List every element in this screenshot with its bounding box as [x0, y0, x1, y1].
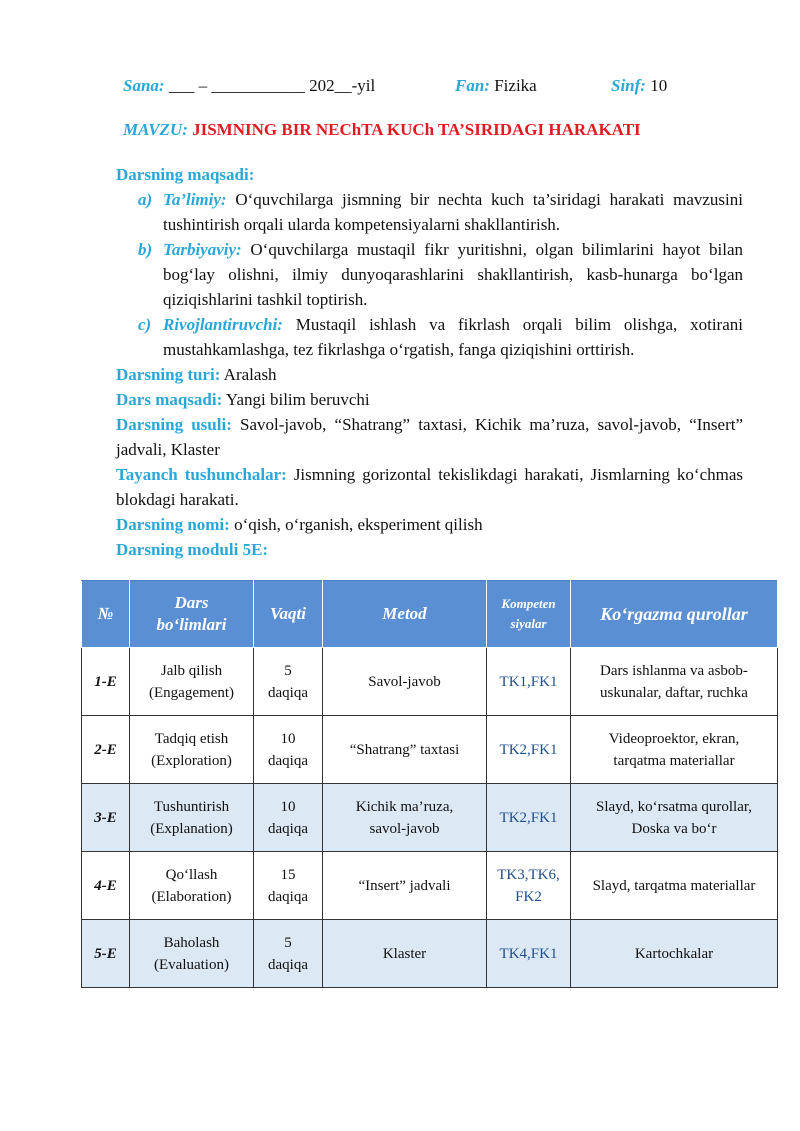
info-text: Savol-javob, “Shatrang” taxtasi, Kichik ma’ruza, savol-javob, “Insert” jadvali, Klaster: [116, 415, 743, 459]
cell-num: 2-E: [82, 716, 130, 784]
info-label: Tayanch tushunchalar:: [116, 465, 287, 484]
sana-label: Sana:: [123, 76, 165, 95]
cell-num: 5-E: [82, 920, 130, 988]
table-row: [82, 852, 778, 920]
header-time: Vaqti: [254, 581, 323, 648]
cell-time: 15 daqiqa: [254, 852, 323, 920]
header-equipment: Ko‘rgazma qurollar: [571, 581, 778, 648]
cell-method: Klaster: [323, 920, 487, 988]
table-row: [82, 648, 778, 716]
header-competencies: Kompeten siyalar: [487, 581, 571, 648]
cell-equipment: Dars ishlanma va asbob- uskunalar, daftar, ruchka: [571, 648, 778, 716]
cell-equipment: Slayd, ko‘rsatma qurollar, Doska va bo‘r: [571, 784, 778, 852]
cell-competencies: TK2,FK1: [487, 784, 571, 852]
cell-num: 1-E: [82, 648, 130, 716]
info-line: [116, 387, 743, 412]
cell-equipment: Videoproektor, ekran, tarqatma materiallar: [571, 716, 778, 784]
header-method: Metod: [323, 581, 487, 648]
goal-text: O‘quvchilarga mustaqil fikr yuritishni, olgan bilimlarini hayot bilan bog‘lay olishni, ilmiy dunyoqarashlarini shakllantirish, kasb-hunarga bo‘lgan qiziqishlarini tashkil toptirish.: [163, 240, 743, 309]
goal-item: [116, 312, 743, 362]
cell-competencies: TK2,FK1: [487, 716, 571, 784]
fan-label: Fan:: [455, 76, 490, 95]
cell-equipment: Slayd, tarqatma materiallar: [571, 852, 778, 920]
header-num: №: [82, 581, 130, 648]
info-label: Darsning nomi:: [116, 515, 230, 534]
cell-time: 10 daqiqa: [254, 784, 323, 852]
goal-item: [116, 237, 743, 312]
table-header-row: [82, 581, 778, 648]
goals-heading-label: Darsning maqsadi:: [116, 165, 255, 184]
cell-method: “Insert” jadvali: [323, 852, 487, 920]
goal-label: Rivojlantiruvchi:: [163, 315, 283, 334]
table-row: [82, 716, 778, 784]
cell-section: Jalb qilish (Engagement): [130, 648, 254, 716]
fan-value: Fizika: [489, 76, 537, 95]
info-text: Aralash: [220, 365, 277, 384]
info-label: Dars maqsadi:: [116, 390, 223, 409]
info-text: o‘qish, o‘rganish, eksperiment qilish: [229, 515, 483, 534]
info-label: Darsning turi:: [116, 365, 221, 384]
goal-item: [116, 187, 743, 237]
cell-section: Tadqiq etish (Exploration): [130, 716, 254, 784]
cell-method: Savol-javob: [323, 648, 487, 716]
lesson-details: [116, 162, 743, 562]
info-line: [116, 537, 743, 562]
info-line: [116, 512, 743, 537]
sana-field: [123, 76, 375, 96]
info-text: Jismning gorizontal tekislikdagi harakati, Jismlarning ko‘chmas blokdagi harakati.: [116, 465, 744, 509]
topic-line: [123, 120, 641, 140]
cell-competencies: TK1,FK1: [487, 648, 571, 716]
info-line: [116, 362, 743, 387]
cell-time: 10 daqiqa: [254, 716, 323, 784]
module-table: [81, 580, 778, 988]
sinf-value: 10: [645, 76, 668, 95]
sinf-field: [611, 76, 667, 96]
goal-text: O‘quvchilarga jismning bir nechta kuch ta’siridagi harakati mavzusini tushintirish orqali ularda kompetensiyalarni shakllantirish.: [163, 190, 743, 234]
cell-competencies: TK3,TK6, FK2: [487, 852, 571, 920]
cell-time: 5 daqiqa: [254, 920, 323, 988]
info-label: Darsning usuli:: [116, 415, 232, 434]
goal-mark: c): [138, 315, 152, 334]
sinf-label: Sinf:: [611, 76, 646, 95]
cell-num: 4-E: [82, 852, 130, 920]
info-text: Yangi bilim beruvchi: [222, 390, 370, 409]
topic-title: JISMNING BIR NEChTA KUCh TA’SIRIDAGI HARAKATI: [187, 120, 641, 139]
info-line: [116, 462, 743, 512]
cell-competencies: TK4,FK1: [487, 920, 571, 988]
cell-section: Qo‘llash (Elaboration): [130, 852, 254, 920]
info-label: Darsning moduli 5E:: [116, 540, 269, 559]
cell-section: Tushuntirish (Explanation): [130, 784, 254, 852]
goal-label: Tarbiyaviy:: [163, 240, 242, 259]
sana-value: ___ – ___________ 202__-yil: [164, 76, 376, 95]
goal-mark: b): [138, 240, 153, 259]
header-sections: Dars bo‘limlari: [130, 581, 254, 648]
table-row: [82, 920, 778, 988]
info-line: [116, 412, 743, 462]
table-row: [82, 784, 778, 852]
fan-field: [455, 76, 537, 96]
cell-method: “Shatrang” taxtasi: [323, 716, 487, 784]
goal-label: Ta’limiy:: [163, 190, 227, 209]
goals-heading: [116, 162, 743, 187]
cell-time: 5 daqiqa: [254, 648, 323, 716]
goal-text: Mustaqil ishlash va fikrlash orqali bilim olishga, xotirani mustahkamlashga, tez fikrlashga o‘rgatish, fanga qiziqishini orttirish.: [163, 315, 743, 359]
cell-section: Baholash (Evaluation): [130, 920, 254, 988]
cell-method: Kichik ma’ruza, savol-javob: [323, 784, 487, 852]
topic-label: MAVZU:: [123, 120, 188, 139]
cell-num: 3-E: [82, 784, 130, 852]
cell-equipment: Kartochkalar: [571, 920, 778, 988]
goal-mark: a): [138, 190, 153, 209]
